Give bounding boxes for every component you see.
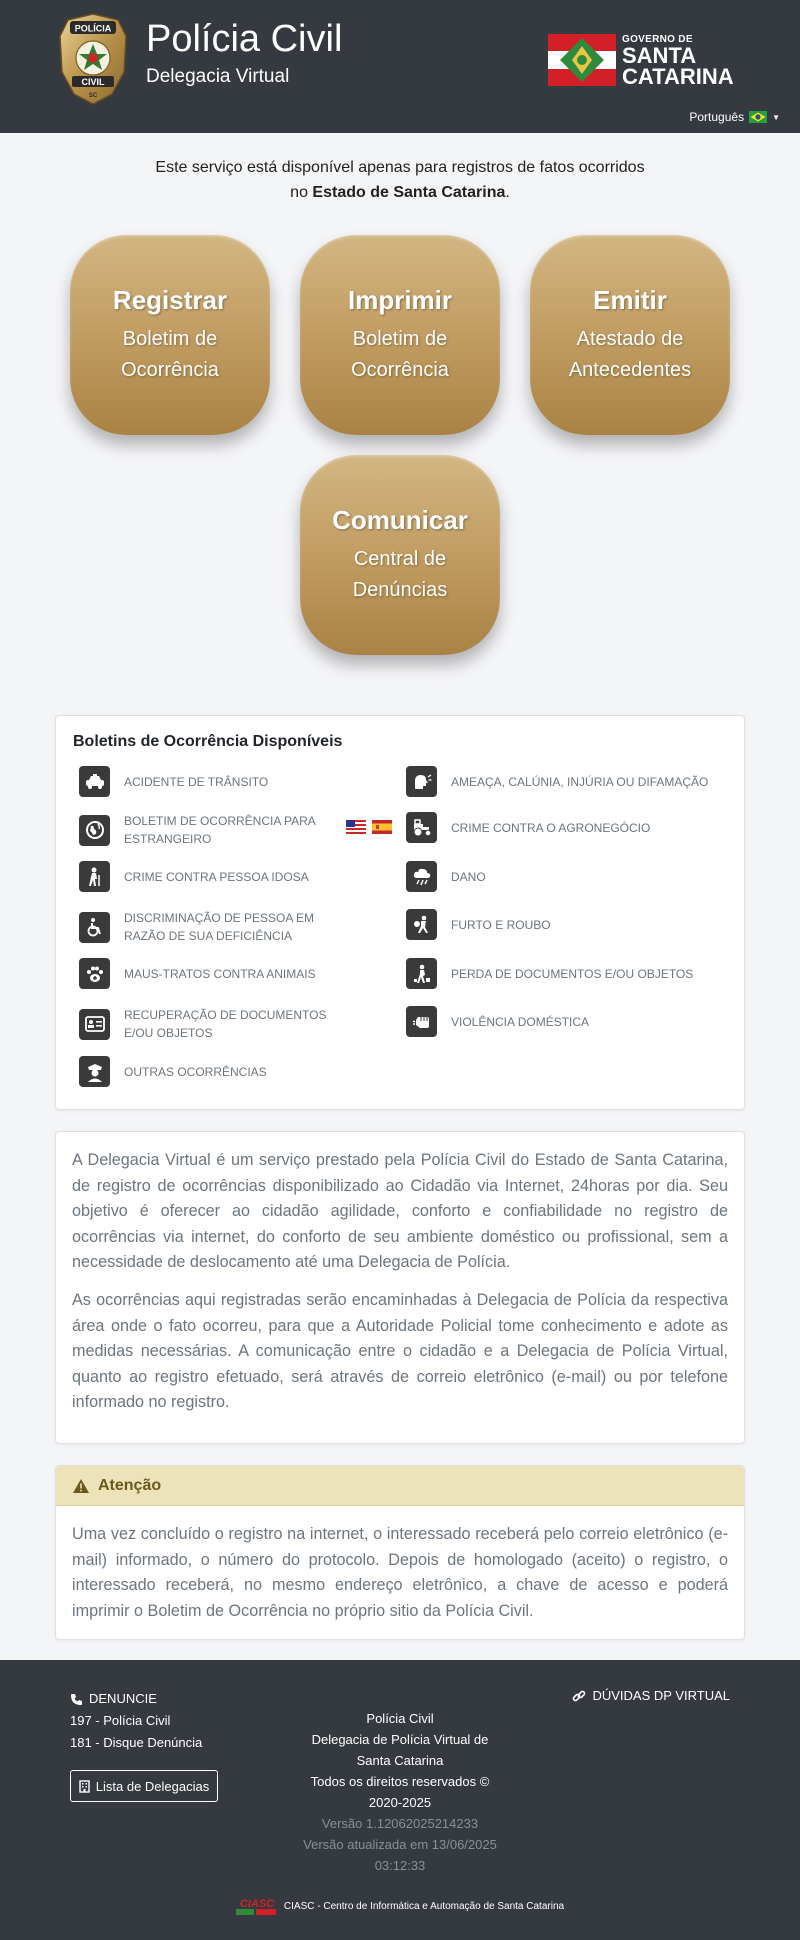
tile-line2: Antecedentes xyxy=(568,359,692,381)
bo-item-label: PERDA DE DOCUMENTOS E/OU OBJETOS xyxy=(451,966,694,981)
about-paragraph-2: As ocorrências aqui registradas serão encaminhadas à Delegacia de Polícia da respectiva área onde o fato ocorreu, para que a Autoridade Policial tome conhecimento e adote as medidas necessárias. A comunicação entre o cidadão e a Delegacia de Polícia Virtual, quanto ao registro efetuado, será através de correio eletrônico (e-mail) ou por telefone informado no registro. xyxy=(72,1290,728,1412)
chevron-down-icon: ▼ xyxy=(772,112,780,122)
gov-small-text: GOVERNO DE xyxy=(622,34,693,45)
site-footer xyxy=(0,1660,800,1940)
bo-item-discriminacao-deficiencia[interactable] xyxy=(79,909,339,945)
intro-state-name: Estado de Santa Catarina xyxy=(312,184,506,201)
bo-item-agronegocio[interactable] xyxy=(406,812,726,843)
tile-subtitle xyxy=(530,324,730,386)
site-subtitle: Delegacia Virtual xyxy=(146,66,290,87)
speaking-head-icon xyxy=(406,766,437,797)
intro-line2 xyxy=(100,180,700,205)
ciasc-credit xyxy=(0,1896,800,1916)
footer-center-title: Polícia Civil xyxy=(366,1711,434,1726)
tile-title: Comunicar xyxy=(332,505,468,535)
bo-item-outras-ocorrencias[interactable] xyxy=(79,1056,329,1087)
tile-line1: Boletim de xyxy=(352,328,448,350)
updated-text-line2: 03:12:33 xyxy=(374,1858,426,1873)
intro-line1: Este serviço está disponível apenas para registros de fatos ocorridos xyxy=(155,159,645,176)
phone-icon xyxy=(70,1693,83,1706)
footer-center-line2: Santa Catarina xyxy=(356,1753,444,1768)
bo-item-label: VIOLÊNCIA DOMÉSTICA xyxy=(451,1014,590,1029)
bo-item-furto-roubo[interactable] xyxy=(406,909,726,940)
footer-contacts xyxy=(70,1688,202,1754)
tractor-icon xyxy=(406,812,437,843)
walking-person-icon xyxy=(406,958,437,989)
bo-item-label: OUTRAS OCORRÊNCIAS xyxy=(124,1064,267,1079)
imprimir-boletim-button[interactable] xyxy=(300,235,500,435)
bo-item-label: ACIDENTE DE TRÂNSITO xyxy=(124,774,269,789)
gov-big-line1: SANTA xyxy=(622,43,697,68)
bo-item-violencia-domestica[interactable] xyxy=(406,1006,726,1037)
paw-icon xyxy=(79,958,110,989)
alert-title: Atenção xyxy=(98,1476,162,1494)
language-selector[interactable] xyxy=(689,110,780,124)
bo-item-ameaca-calunia[interactable] xyxy=(406,766,726,797)
spain-flag-icon[interactable] xyxy=(372,820,392,834)
bo-item-label: RECUPERAÇÃO DE DOCUMENTOS E/OU OBJETOS xyxy=(124,1008,327,1040)
language-label: Português xyxy=(689,110,745,124)
about-delegacia-virtual-card xyxy=(55,1131,745,1444)
bo-item-dano[interactable] xyxy=(406,861,726,892)
tile-line2: Ocorrência xyxy=(351,359,449,381)
storm-cloud-icon xyxy=(406,861,437,892)
alert-body-text: Uma vez concluído o registro na internet, o interessado receberá pelo correio eletrônico (e-mail) informado, o número do protocolo. Depois de homologado (aceito) o registro, o interessado receberá, no mesmo endereço eletrônico, a chave de acesso e poderá imprimir o Boletim de Ocorrência no próprio sitio da Polícia Civil. xyxy=(72,1525,728,1620)
footer-copyright xyxy=(300,1708,500,1876)
bo-item-maus-tratos-animais[interactable] xyxy=(79,958,329,989)
tile-line2: Ocorrência xyxy=(121,359,219,381)
ciasc-logo-text: CIASC xyxy=(239,1898,275,1910)
bo-item-estrangeiro[interactable] xyxy=(79,812,329,848)
tile-line2: Denúncias xyxy=(352,579,448,601)
service-availability-note xyxy=(100,155,700,205)
lista-delegacias-button[interactable] xyxy=(70,1770,218,1802)
police-officer-icon xyxy=(79,1056,110,1087)
registrar-boletim-button[interactable] xyxy=(70,235,270,435)
bo-item-label: CRIME CONTRA O AGRONEGÓCIO xyxy=(451,820,651,835)
emitir-atestado-button[interactable] xyxy=(530,235,730,435)
elderly-person-icon xyxy=(79,861,110,892)
gov-big-text xyxy=(622,45,734,87)
lista-delegacias-label: Lista de Delegacias xyxy=(95,1778,210,1794)
duvidas-label: DÚVIDAS DP VIRTUAL xyxy=(592,1688,730,1703)
santa-catarina-flag-icon xyxy=(548,34,616,86)
bo-item-acidente-transito[interactable] xyxy=(79,766,329,797)
tile-subtitle xyxy=(300,324,500,386)
usa-flag-icon[interactable] xyxy=(346,820,366,834)
thief-icon xyxy=(406,909,437,940)
bo-item-label: DANO xyxy=(451,869,486,884)
bo-item-recuperacao-documentos[interactable] xyxy=(79,1006,339,1042)
globe-icon xyxy=(79,815,110,846)
tile-line1: Atestado de xyxy=(576,328,684,350)
bo-item-label: CRIME CONTRA PESSOA IDOSA xyxy=(124,869,309,884)
link-icon xyxy=(572,1689,586,1703)
boletins-title: Boletins de Ocorrência Disponíveis xyxy=(73,733,343,750)
ciasc-credit-text: CIASC - Centro de Informática e Automação de Santa Catarina xyxy=(283,1900,565,1912)
site-title: Polícia Civil xyxy=(146,18,343,60)
tile-subtitle xyxy=(70,324,270,386)
tile-subtitle xyxy=(300,544,500,606)
warning-triangle-icon xyxy=(72,1478,90,1494)
bo-item-pessoa-idosa[interactable] xyxy=(79,861,329,892)
duvidas-dp-virtual-link[interactable] xyxy=(572,1688,730,1703)
bo-item-label: MAUS-TRATOS CONTRA ANIMAIS xyxy=(124,966,316,981)
atencao-alert-card xyxy=(55,1465,745,1640)
footer-center-line4: 2020-2025 xyxy=(368,1795,432,1810)
building-icon xyxy=(79,1780,90,1793)
governo-santa-catarina-logo[interactable] xyxy=(548,34,746,89)
intro-line2-suffix: . xyxy=(505,184,510,201)
bo-item-label: AMEAÇA, CALÚNIA, INJÚRIA OU DIFAMAÇÃO xyxy=(451,774,709,789)
id-card-icon xyxy=(79,1009,110,1040)
badge-text-top: POLÍCIA xyxy=(74,23,112,34)
badge-text-sc: SC xyxy=(88,93,98,99)
fist-icon xyxy=(406,1006,437,1037)
bo-item-label: DISCRIMINAÇÃO DE PESSOA EM RAZÃO DE SUA DEFICIÊNCIA xyxy=(124,911,315,943)
footer-center-line3: Todos os direitos reservados © xyxy=(310,1774,490,1789)
about-text xyxy=(56,1132,744,1432)
tile-title: Emitir xyxy=(593,285,667,315)
comunicar-denuncias-button[interactable] xyxy=(300,455,500,655)
bo-item-label: BOLETIM DE OCORRÊNCIA PARA ESTRANGEIRO xyxy=(124,814,316,846)
bo-item-label: FURTO E ROUBO xyxy=(451,917,551,932)
denuncie-label: DENUNCIE xyxy=(89,1691,157,1706)
policia-civil-badge-logo[interactable] xyxy=(56,12,130,106)
phone-disque-denuncia[interactable]: 181 - Disque Denúncia xyxy=(70,1735,203,1750)
foreign-language-flags xyxy=(346,820,392,834)
badge-text-bottom: CIVIL xyxy=(81,77,105,87)
car-icon xyxy=(79,766,110,797)
ciasc-logo[interactable] xyxy=(236,1896,278,1916)
phone-policia-civil[interactable]: 197 - Polícia Civil xyxy=(70,1713,171,1728)
bo-item-perda-documentos[interactable] xyxy=(406,958,726,989)
tile-title: Imprimir xyxy=(347,285,453,315)
footer-center-line1: Delegacia de Polícia Virtual de xyxy=(311,1732,489,1747)
tile-line1: Boletim de xyxy=(122,328,218,350)
site-header xyxy=(0,0,800,133)
updated-text-line1: Versão atualizada em 13/06/2025 xyxy=(303,1837,497,1852)
about-paragraph-1: A Delegacia Virtual é um serviço prestado pela Polícia Civil do Estado de Santa Catarina, de registro de ocorrências disponibilizado ao Cidadão via Internet, 24horas por dia. Seu objetivo é oferecer ao cidadão agilidade, conforto e confiabilidade no registro de ocorrências via internet, do conforto de seu ambiente doméstico ou profissional, sem a necessidade de deslocamento até uma Delegacia de Polícia. xyxy=(72,1151,728,1272)
tile-title: Registrar xyxy=(112,285,228,315)
tile-line1: Central de xyxy=(353,548,447,570)
gov-big-line2: CATARINA xyxy=(622,64,734,89)
alert-header xyxy=(56,1466,744,1506)
intro-line2-prefix: no xyxy=(290,184,308,201)
brazil-flag-icon xyxy=(749,111,767,123)
boletins-disponiveis-card xyxy=(55,715,745,1110)
version-text: Versão 1.12062025214233 xyxy=(321,1816,479,1831)
wheelchair-icon xyxy=(79,912,110,943)
denuncie-heading xyxy=(70,1688,202,1710)
